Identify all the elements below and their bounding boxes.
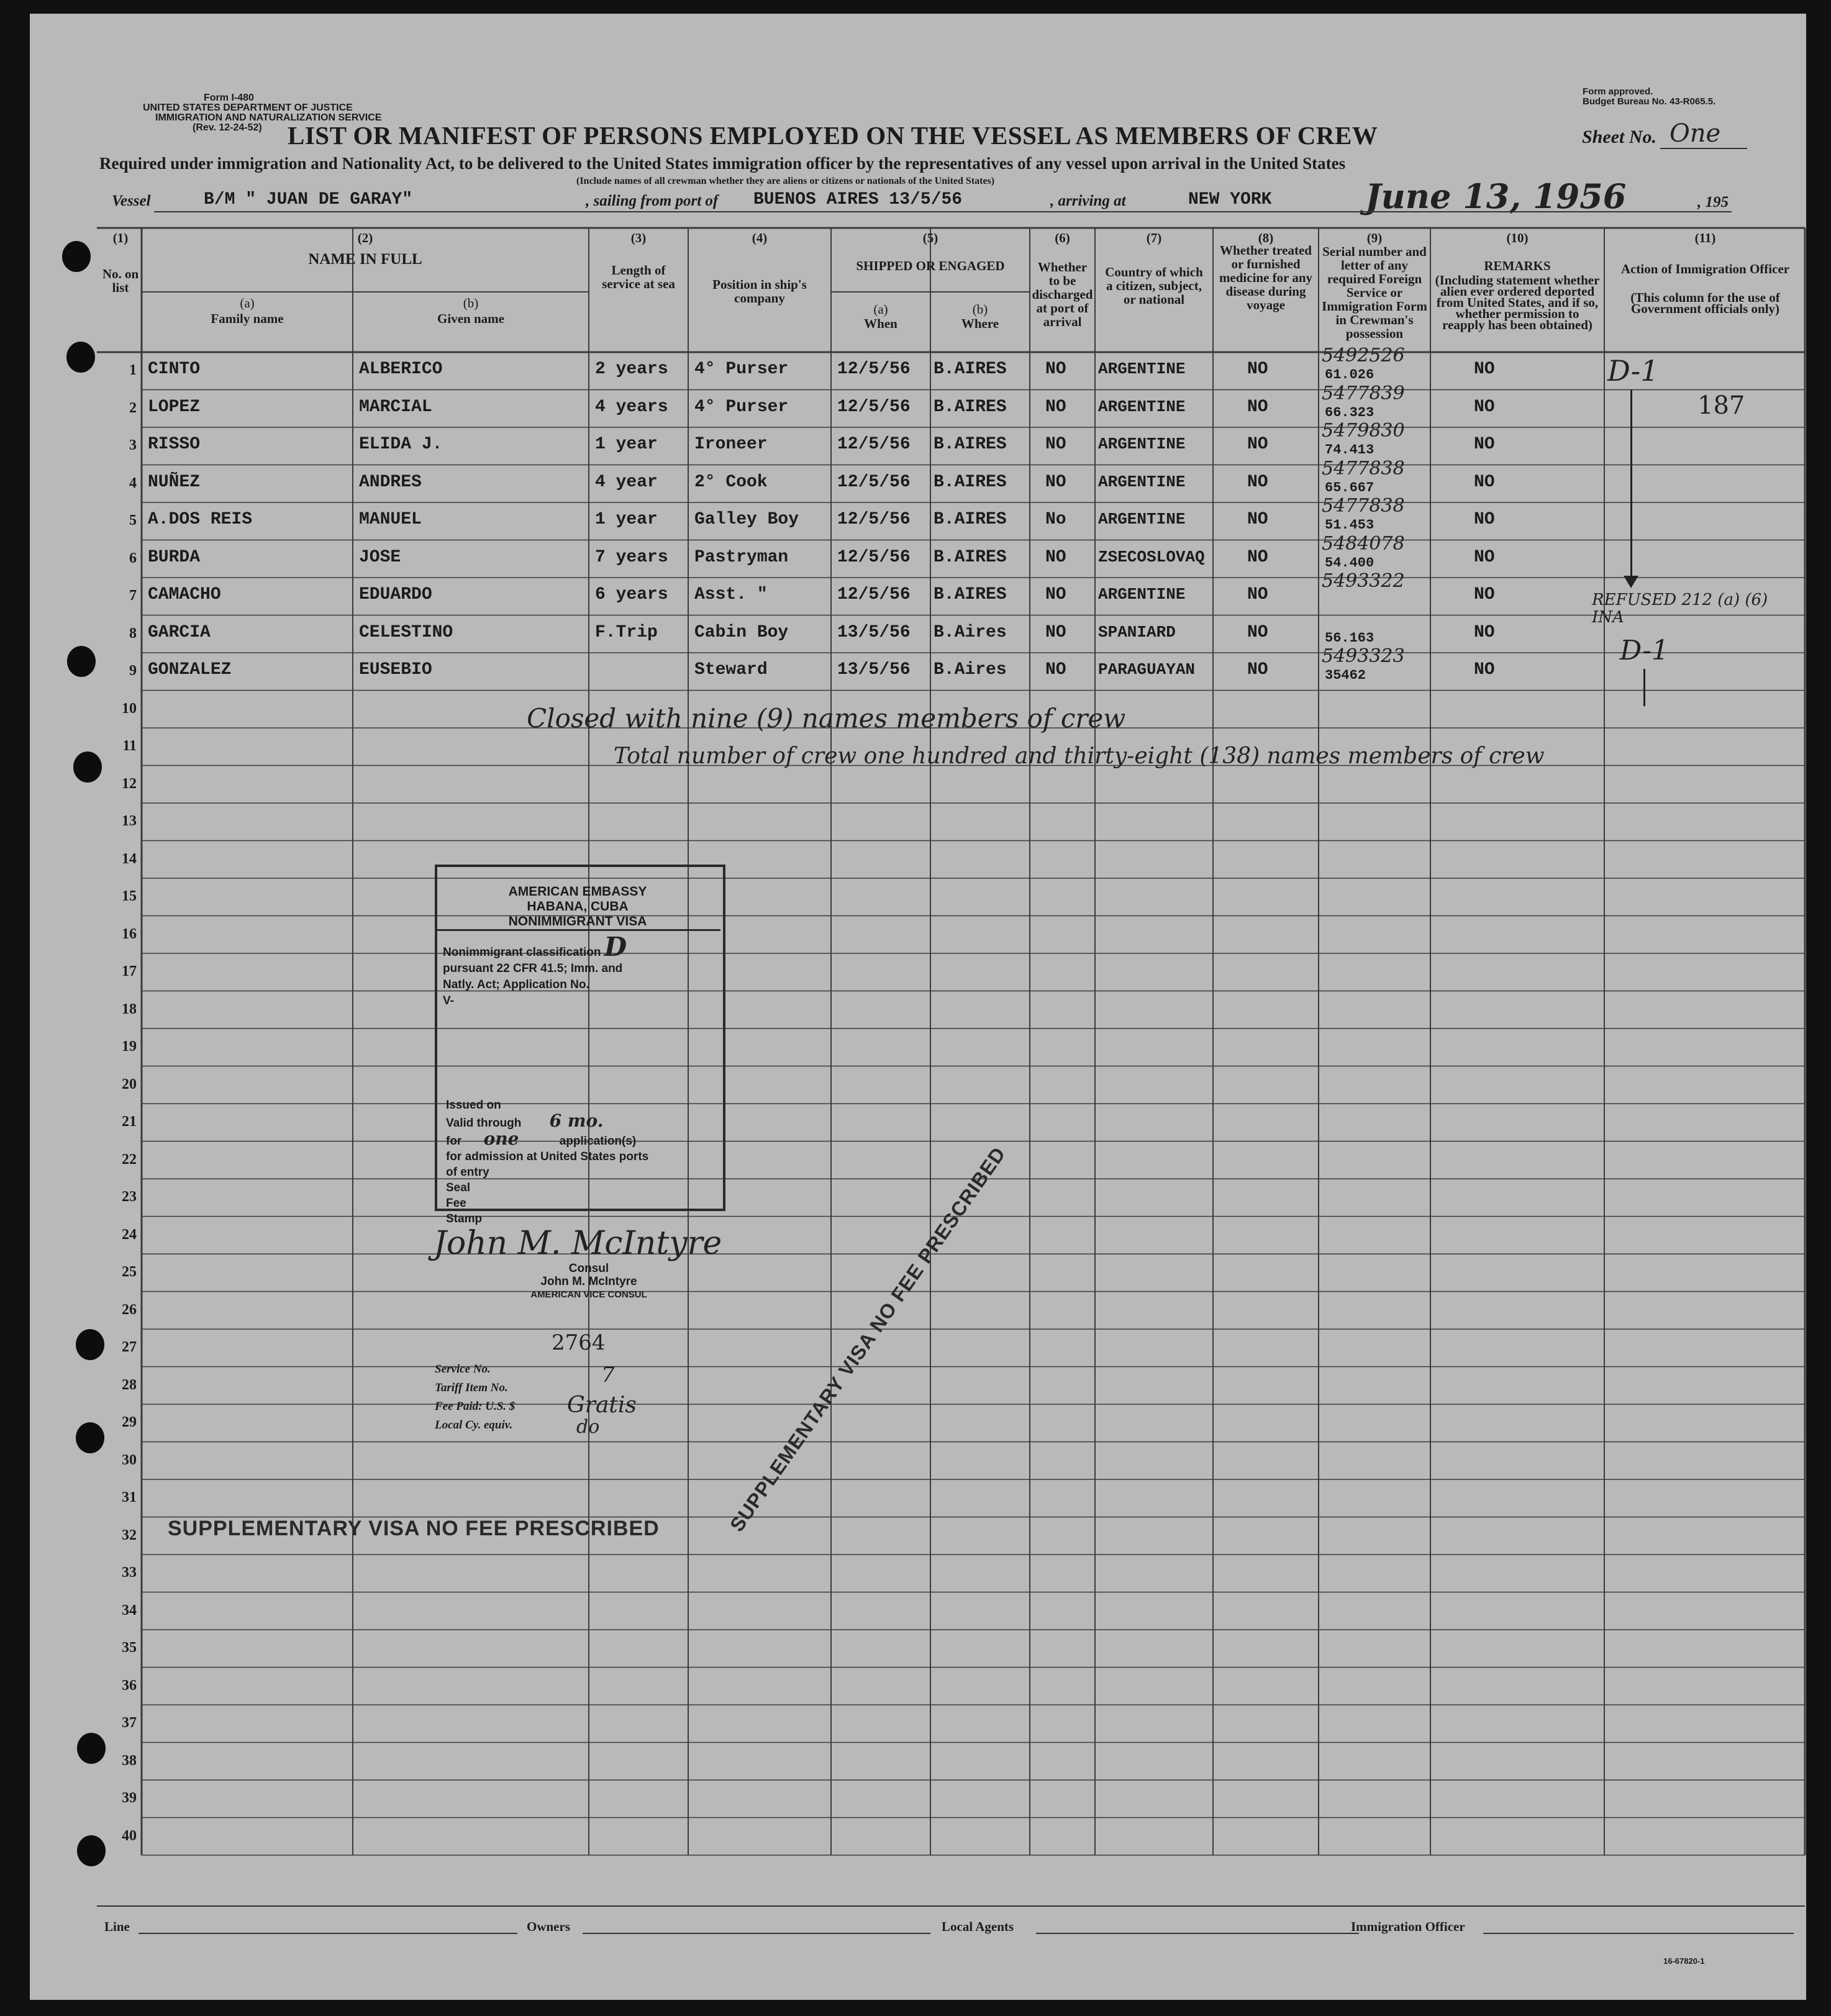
cell-given: EUSEBIO	[359, 660, 432, 679]
cell-service: 6 years	[595, 585, 668, 604]
line-number: 40	[122, 1827, 137, 1844]
col3-header: Length of service at sea	[602, 263, 675, 291]
cell-serial: 74.413	[1325, 442, 1374, 458]
tariff-label: Tariff Item No.	[435, 1381, 508, 1394]
col2a-number: (a)	[240, 296, 255, 311]
col9-header: Serial number and letter of any required Foreign Service or Immigration Form in Crewman's possession	[1322, 244, 1427, 341]
col2-number: (2)	[357, 230, 373, 245]
line-number: 23	[122, 1189, 137, 1205]
cell-country: ARGENTINE	[1098, 397, 1186, 416]
cell-where: B.AIRES	[934, 472, 1007, 492]
entry-line: of entry	[446, 1166, 489, 1179]
cell-discharged: NO	[1045, 360, 1066, 379]
cell-medicine: NO	[1247, 585, 1268, 604]
col8-number: (8)	[1258, 230, 1274, 245]
cell-when: 12/5/56	[837, 435, 911, 454]
manifest-page	[30, 14, 1806, 2000]
col11-number: (11)	[1694, 230, 1716, 245]
cell-discharged: NO	[1045, 660, 1066, 679]
line-number: 10	[122, 700, 137, 717]
cell-position: Steward	[694, 660, 768, 679]
footer-rule	[97, 1905, 1805, 1907]
cell-given: MANUEL	[359, 510, 422, 529]
col5a-number: (a)	[873, 302, 888, 317]
col10-number: (10)	[1506, 230, 1529, 245]
cell-discharged: NO	[1045, 472, 1066, 492]
issued-label: Issued on	[446, 1099, 501, 1112]
action-bracket-line-2	[1643, 669, 1645, 706]
line-number: 14	[122, 850, 137, 867]
col2-header: NAME IN FULL	[308, 251, 422, 268]
arrival-date-handwritten: June 13, 1956	[1365, 176, 1627, 216]
cell-where: B.AIRES	[934, 585, 1007, 604]
cell-when: 12/5/56	[837, 397, 911, 417]
consul-name: John M. McIntyre	[540, 1275, 637, 1288]
row-number: 6	[129, 550, 137, 566]
line-number: 13	[122, 813, 137, 829]
col6-header: Whether to be discharged at port of arrival	[1032, 260, 1093, 329]
visa-type-line: NONIMMIGRANT VISA	[508, 914, 647, 929]
col9-number: (9)	[1366, 230, 1383, 245]
valid-label: Valid through	[446, 1117, 522, 1130]
cell-serial-handwritten: 5479830	[1322, 420, 1405, 442]
cell-country: ARGENTINE	[1098, 472, 1186, 491]
seal-label: Seal	[446, 1181, 471, 1194]
sailing-label: , sailing from port of	[586, 193, 719, 209]
cell-remarks: NO	[1474, 360, 1495, 379]
row-number: 4	[129, 474, 137, 491]
fee-block	[435, 1360, 515, 1435]
visa-stamp-header	[435, 884, 720, 929]
row-number: 1	[129, 362, 137, 378]
cell-family: NUÑEZ	[148, 472, 201, 492]
action-row7-refused: REFUSED 212 (a) (6) INA	[1592, 591, 1768, 627]
cell-serial: 54.400	[1325, 555, 1374, 571]
cell-country: ARGENTINE	[1098, 435, 1186, 453]
form-subtitle: Required under immigration and Nationality Act, to be delivered to the United States immigration officer by the representatives of any vessel upon arrival in the United States	[99, 154, 1346, 173]
cell-remarks: NO	[1474, 435, 1495, 454]
admission-line: for admission at United States ports	[446, 1150, 649, 1163]
nationality-line: Natly. Act; Application No.	[443, 978, 589, 991]
cell-where: B.Aires	[934, 660, 1007, 679]
cell-service: F.Trip	[595, 622, 658, 642]
row-number: 3	[129, 437, 137, 453]
cell-country: ARGENTINE	[1098, 585, 1186, 604]
punch-hole	[77, 1733, 106, 1764]
line-number: 21	[122, 1114, 137, 1130]
line-number: 29	[122, 1414, 137, 1430]
consul-block	[508, 1262, 670, 1301]
cell-remarks: NO	[1474, 622, 1495, 642]
line-number: 22	[122, 1151, 137, 1168]
cell-position: 4° Purser	[694, 397, 789, 417]
cell-where: B.AIRES	[934, 435, 1007, 454]
line-number: 19	[122, 1038, 137, 1055]
cell-discharged: No	[1045, 510, 1066, 529]
cell-remarks: NO	[1474, 397, 1495, 417]
punch-hole	[67, 646, 96, 677]
line-number: 17	[122, 963, 137, 979]
cell-position: Galley Boy	[694, 510, 799, 529]
cell-remarks: NO	[1474, 660, 1495, 679]
cell-remarks: NO	[1474, 472, 1495, 492]
action-arrow-icon	[1624, 576, 1638, 588]
arriving-port: NEW YORK	[1188, 190, 1272, 209]
sailing-port: BUENOS AIRES 13/5/56	[753, 190, 963, 209]
cell-service: 7 years	[595, 547, 668, 567]
row-number: 8	[129, 625, 137, 642]
col3-number: (3)	[630, 230, 647, 245]
cell-family: A.DOS REIS	[148, 510, 253, 529]
line-number: 27	[122, 1339, 137, 1355]
cell-discharged: NO	[1045, 585, 1066, 604]
line-number: 36	[122, 1677, 137, 1694]
form-code: 16-67820-1	[1663, 1956, 1705, 1966]
cell-medicine: NO	[1247, 622, 1268, 642]
form-number: Form I-480	[204, 93, 254, 103]
cell-position: 4° Purser	[694, 360, 789, 379]
cell-given: ANDRES	[359, 472, 422, 492]
cell-family: CINTO	[148, 360, 201, 379]
row-number: 2	[129, 399, 137, 416]
row-number: 7	[129, 588, 137, 604]
line-number: 38	[122, 1752, 137, 1769]
v-line: V-	[443, 994, 454, 1007]
cell-serial: 66.323	[1325, 404, 1374, 420]
cell-family: RISSO	[148, 435, 201, 454]
cell-where: B.Aires	[934, 622, 1007, 642]
cell-family: GARCIA	[148, 622, 211, 642]
for-value: one	[483, 1128, 519, 1149]
cell-family: BURDA	[148, 547, 201, 567]
vessel-name: B/M " JUAN DE GARAY"	[204, 190, 413, 209]
cell-medicine: NO	[1247, 435, 1268, 454]
col4-number: (4)	[752, 230, 768, 245]
supplementary-visa-stamp-diagonal: SUPPLEMENTARY VISA NO FEE PRESCRIBED	[725, 1142, 1011, 1536]
col1-header: No. on list	[102, 266, 139, 295]
local-cy-value: do	[576, 1416, 600, 1438]
pursuant-line: pursuant 22 CFR 41.5; Imm. and	[443, 962, 623, 975]
footer-agents-label: Local Agents	[942, 1919, 1014, 1934]
punch-hole	[62, 241, 91, 272]
punch-hole	[77, 1835, 106, 1866]
line-number: 20	[122, 1076, 137, 1092]
cell-given: JOSE	[359, 547, 401, 567]
service-name: IMMIGRATION AND NATURALIZATION SERVICE	[155, 112, 382, 123]
cell-where: B.AIRES	[934, 360, 1007, 379]
col2a-header: Family name	[211, 311, 284, 326]
col11-note: (This column for the use of Government officials only)	[1630, 290, 1780, 316]
cell-serial-handwritten: 5493322	[1322, 570, 1405, 592]
footer-agents-rule	[1036, 1933, 1359, 1934]
cell-when: 12/5/56	[837, 547, 911, 567]
cell-given: MARCIAL	[359, 397, 432, 417]
cell-country: ARGENTINE	[1098, 510, 1186, 529]
line-number: 18	[122, 1001, 137, 1017]
line-number: 26	[122, 1301, 137, 1318]
cell-serial-handwritten: 5493323	[1322, 645, 1405, 667]
cell-service: 4 years	[595, 397, 668, 417]
stamp-divider	[435, 929, 720, 931]
cell-when: 13/5/56	[837, 622, 911, 642]
cell-family: CAMACHO	[148, 585, 221, 604]
col11-header: Action of Immigration Officer	[1620, 261, 1790, 276]
cell-service: 1 year	[595, 435, 658, 454]
cell-serial: 65.667	[1325, 479, 1374, 496]
city-line: HABANA, CUBA	[527, 899, 629, 914]
consul-signature: John M. McIntyre	[434, 1225, 722, 1262]
row-number: 5	[129, 512, 137, 529]
cell-serial-handwritten: 5492526	[1322, 345, 1405, 366]
budget-bureau: Budget Bureau No. 43-R065.5.	[1583, 96, 1716, 107]
cell-serial: 56.163	[1325, 630, 1374, 646]
line-number: 28	[122, 1376, 137, 1393]
cell-medicine: NO	[1247, 472, 1268, 492]
form-title: LIST OR MANIFEST OF PERSONS EMPLOYED ON THE VESSEL AS MEMBERS OF CREW	[288, 121, 1378, 150]
action-row8: D-1	[1620, 635, 1669, 666]
col5b-number: (b)	[972, 302, 988, 317]
cell-service: 1 year	[595, 510, 658, 529]
footer-line-label: Line	[104, 1919, 130, 1934]
cell-discharged: NO	[1045, 622, 1066, 642]
footer-owners-label: Owners	[527, 1919, 570, 1934]
cell-position: Asst. "	[694, 585, 768, 604]
total-crew-note: Total number of crew one hundred and thirty-eight (138) names members of crew	[614, 743, 1545, 769]
col6-number: (6)	[1055, 230, 1070, 245]
cell-where: B.AIRES	[934, 547, 1007, 567]
cell-serial: 35462	[1325, 668, 1366, 683]
col7-number: (7)	[1146, 230, 1162, 245]
valid-value: 6 mo.	[549, 1110, 604, 1131]
cell-country: PARAGUAYAN	[1098, 660, 1196, 679]
cell-remarks: NO	[1474, 510, 1495, 529]
col10-note: (Including statement whether alien ever ordered deported from United States, and if so, whether permission to reapply has been obtained)	[1435, 273, 1600, 332]
cell-service: 2 years	[595, 360, 668, 379]
cell-medicine: NO	[1247, 397, 1268, 417]
footer-owners-rule	[583, 1933, 930, 1934]
col5-header: SHIPPED OR ENGAGED	[856, 258, 1005, 273]
cell-remarks: NO	[1474, 547, 1495, 567]
arriving-label: , arriving at	[1050, 193, 1126, 209]
col5b-header: Where	[961, 316, 999, 331]
line-number: 25	[122, 1264, 137, 1280]
line-number: 11	[122, 738, 137, 754]
cell-medicine: NO	[1247, 510, 1268, 529]
col1-number: (1)	[112, 230, 129, 245]
punch-hole	[76, 1329, 104, 1360]
service-no-value: 2764	[552, 1330, 606, 1355]
approval-line: Form approved.	[1583, 86, 1653, 97]
fee-label: Fee	[446, 1197, 466, 1210]
cell-given: ALBERICO	[359, 360, 443, 379]
classification-label: Nonimmigrant classification	[443, 946, 601, 959]
count-187: 187	[1697, 391, 1745, 420]
col8-header: Whether treated or furnished medicine for any disease during voyage	[1219, 243, 1313, 312]
cell-where: B.AIRES	[934, 510, 1007, 529]
cell-family: LOPEZ	[148, 397, 201, 417]
footer-officer-label: Immigration Officer	[1351, 1919, 1465, 1934]
footer-officer-rule	[1483, 1933, 1794, 1934]
col2b-header: Given name	[437, 311, 504, 326]
cell-serial-handwritten: 5484078	[1322, 532, 1405, 555]
line-number: 24	[122, 1226, 137, 1243]
action-row1: D-1	[1607, 354, 1659, 388]
line-number: 37	[122, 1715, 137, 1731]
col5a-header: When	[864, 316, 897, 331]
punch-hole	[73, 751, 102, 783]
cell-given: CELESTINO	[359, 622, 453, 642]
cell-discharged: NO	[1045, 547, 1066, 567]
stamp-label: Stamp	[446, 1212, 483, 1225]
col5-number: (5)	[922, 230, 938, 245]
cell-serial: 51.453	[1325, 517, 1374, 533]
local-equiv-label: Local Cy. equiv.	[435, 1419, 513, 1432]
line-number: 15	[122, 888, 137, 904]
consul-title: AMERICAN VICE CONSUL	[530, 1289, 647, 1300]
classification-value: D	[604, 932, 627, 962]
year-label: , 195	[1697, 194, 1729, 211]
sheet-value: One	[1670, 119, 1721, 148]
line-number: 31	[122, 1489, 137, 1505]
consul-label: Consul	[568, 1262, 609, 1275]
cell-service: 4 year	[595, 472, 658, 492]
cell-position: Pastryman	[694, 547, 789, 567]
cell-country: ARGENTINE	[1098, 360, 1186, 378]
line-number: 39	[122, 1790, 137, 1806]
cell-serial: 61.026	[1325, 367, 1374, 383]
line-number: 16	[122, 925, 137, 942]
line-number: 12	[122, 775, 137, 792]
line-number: 33	[122, 1564, 137, 1581]
fee-paid-label: Fee Paid: U.S. $	[435, 1400, 516, 1413]
form-revision: (Rev. 12-24-52)	[193, 122, 262, 133]
service-no-label: Service No.	[435, 1363, 491, 1376]
col10-header: REMARKS	[1484, 258, 1551, 273]
cell-serial-handwritten: 5477839	[1322, 382, 1405, 404]
col7-header: Country of which a citizen, subject, or national	[1105, 265, 1203, 307]
visa-stamp-validity	[446, 1097, 648, 1227]
cell-country: ZSECOSLOVAQ	[1098, 547, 1205, 566]
cell-serial-handwritten: 5477838	[1322, 495, 1405, 517]
punch-hole	[76, 1422, 104, 1453]
cell-family: GONZALEZ	[148, 660, 232, 679]
sheet-label: Sheet No.	[1582, 127, 1656, 147]
supplementary-visa-stamp-horizontal: SUPPLEMENTARY VISA NO FEE PRESCRIBED	[168, 1517, 660, 1540]
line-number: 34	[122, 1602, 137, 1619]
cell-position: Ironeer	[694, 435, 768, 454]
row-number: 9	[129, 663, 137, 679]
closed-note: Closed with nine (9) names members of crew	[527, 703, 1126, 733]
cell-when: 12/5/56	[837, 510, 911, 529]
cell-medicine: NO	[1247, 360, 1268, 379]
visa-stamp-body	[443, 932, 627, 1009]
include-note: (Include names of all crewman whether they are aliens or citizens or nationals of the United States)	[576, 176, 995, 186]
cell-medicine: NO	[1247, 660, 1268, 679]
line-number: 35	[122, 1640, 137, 1656]
department: UNITED STATES DEPARTMENT OF JUSTICE	[143, 102, 353, 113]
cell-serial-handwritten: 5477838	[1322, 457, 1405, 479]
line-number: 32	[122, 1527, 137, 1543]
line-number: 30	[122, 1451, 137, 1468]
cell-when: 13/5/56	[837, 660, 911, 679]
cell-when: 12/5/56	[837, 360, 911, 379]
cell-discharged: NO	[1045, 435, 1066, 454]
cell-when: 12/5/56	[837, 472, 911, 492]
cell-when: 12/5/56	[837, 585, 911, 604]
cell-medicine: NO	[1247, 547, 1268, 567]
footer-line-rule	[139, 1933, 517, 1934]
cell-where: B.AIRES	[934, 397, 1007, 417]
col2b-number: (b)	[463, 296, 479, 311]
vessel-label: Vessel	[112, 193, 151, 209]
embassy-line: AMERICAN EMBASSY	[508, 884, 647, 899]
fee-paid-value: Gratis	[567, 1392, 637, 1418]
cell-discharged: NO	[1045, 397, 1066, 417]
applications-label: application(s)	[559, 1135, 637, 1148]
cell-given: ELIDA J.	[359, 435, 443, 454]
tariff-value: 7	[601, 1363, 615, 1387]
for-label: for	[446, 1135, 462, 1148]
cell-position: 2° Cook	[694, 472, 768, 492]
col4-header: Position in ship's company	[712, 277, 807, 306]
cell-country: SPANIARD	[1098, 622, 1176, 642]
cell-given: EDUARDO	[359, 585, 432, 604]
cell-position: Cabin Boy	[694, 622, 789, 642]
punch-hole	[66, 342, 95, 373]
action-bracket-line	[1630, 389, 1632, 585]
cell-remarks: NO	[1474, 585, 1495, 604]
